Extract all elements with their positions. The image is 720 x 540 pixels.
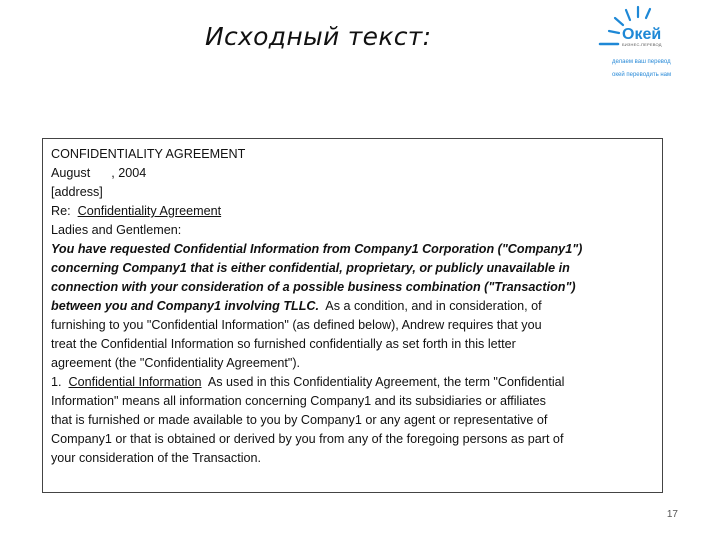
re-line bbox=[51, 202, 656, 221]
paragraph-1-line-1: You have requested Confidential Information from Company1 Corporation ("Company1") bbox=[51, 242, 583, 256]
logo-brand: Окей bbox=[622, 26, 662, 43]
section-1-line-1 bbox=[51, 373, 656, 392]
section-1-heading: Confidential Information bbox=[68, 375, 202, 389]
section-1-text-start: As used in this Confidentiality Agreement, the term "Confidential bbox=[201, 375, 565, 389]
re-prefix: Re: bbox=[51, 204, 78, 218]
agreement-date: August , 2004 bbox=[51, 166, 147, 180]
logo-tagline-2: окей переводить нам bbox=[612, 72, 672, 78]
section-1-line-4: Company1 or that is obtained or derived by you from any of the foregoing persons as part of bbox=[51, 432, 564, 446]
source-text-box bbox=[42, 138, 663, 493]
section-1-line-3: that is furnished or made available to you by Company1 or any agent or representative of bbox=[51, 413, 548, 427]
logo-tagline-1: делаем ваш перевод bbox=[612, 59, 671, 65]
section-1-line-2: Information" means all information concerning Company1 and its subsidiaries or affiliates bbox=[51, 394, 546, 408]
slide-heading: Исходный текст: bbox=[205, 22, 432, 51]
re-subject: Confidentiality Agreement bbox=[77, 204, 222, 218]
paragraph-1-emphasis-end: between you and Company1 involving TLLC. bbox=[51, 299, 319, 313]
salutation: Ladies and Gentlemen: bbox=[51, 223, 182, 237]
paragraph-1-line-6: treat the Confidential Information so furnished confidentially as set forth in this letter bbox=[51, 337, 516, 351]
paragraph-1-line-4 bbox=[51, 297, 656, 316]
okey-logo bbox=[596, 4, 692, 84]
section-1-line-5: your consideration of the Transaction. bbox=[51, 451, 262, 465]
paragraph-1-line-5: furnishing to you "Confidential Information" (as defined below), Andrew requires that you bbox=[51, 318, 542, 332]
paragraph-1-line-3: connection with your consideration of a possible business combination ("Transaction") bbox=[51, 280, 576, 294]
agreement-title: CONFIDENTIALITY AGREEMENT bbox=[51, 147, 246, 161]
logo-subtitle: БИЗНЕС-ПЕРЕВОД bbox=[622, 42, 662, 47]
paragraph-1-line-2: concerning Company1 that is either confidential, proprietary, or publicly unavailable in bbox=[51, 261, 570, 275]
paragraph-1-rest-start: As a condition, and in consideration, of bbox=[319, 299, 542, 313]
page-number: 17 bbox=[666, 509, 678, 520]
section-1-number: 1. bbox=[51, 375, 69, 389]
agreement-address: [address] bbox=[51, 185, 103, 199]
paragraph-1-line-7: agreement (the "Confidentiality Agreement"). bbox=[51, 356, 301, 370]
